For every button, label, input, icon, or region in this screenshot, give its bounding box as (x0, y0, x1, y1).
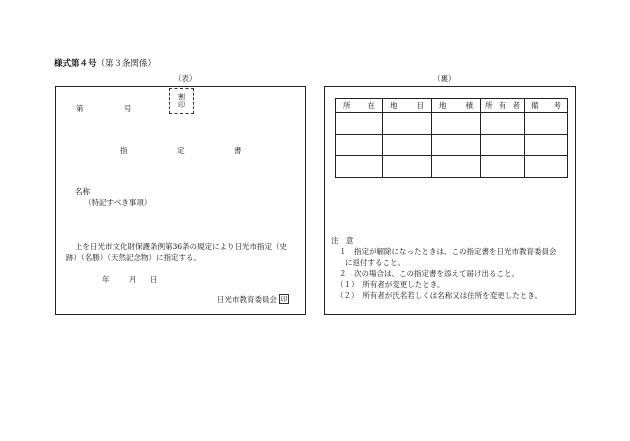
header-area: 地 積 (432, 99, 481, 113)
table-cell (481, 134, 525, 156)
table-cell (336, 156, 383, 178)
table-cell (525, 156, 568, 178)
form-number: 様式第４号 (54, 59, 97, 69)
number-char-last: 号 (124, 104, 132, 113)
date-year: 年 (102, 275, 110, 284)
tally-seal-box (169, 88, 194, 114)
back-panel (324, 86, 576, 315)
form-relation: （第３条関係） (96, 59, 157, 69)
tally-seal-label: 割印 (177, 93, 186, 109)
note-2-sub-2: （２） 所有者が氏名若しくは名称又は住所を変更したとき。 (336, 291, 542, 300)
table-row (336, 113, 568, 135)
table-cell (383, 134, 432, 156)
form-title (54, 57, 156, 69)
note-1-line1: １ 指定が解除になったときは、この指定書を日光市教育委員会 (339, 247, 557, 256)
header-remarks: 備 考 (525, 99, 568, 113)
table-cell (525, 113, 568, 135)
date-month: 月 (129, 275, 137, 284)
notes-title: 注 意 (331, 236, 354, 245)
designation-text-line1: 上を日光市文化財保護条例第36条の規定により日光市指定（史 (75, 242, 288, 251)
header-owner: 所 有 者 (481, 99, 525, 113)
designation-text-line2: 跡）（名勝）（天然記念物）に指定する。 (66, 253, 201, 262)
property-table (335, 98, 568, 178)
note-2: ２ 次の場合は、この指定書を添えて届け出ること。 (339, 269, 519, 278)
table-cell (432, 113, 481, 135)
header-land-category: 地 目 (383, 99, 432, 113)
table-cell (432, 156, 481, 178)
doc-title-char-2: 定 (177, 146, 185, 155)
front-side-label: （表） (174, 74, 197, 83)
table-cell (525, 134, 568, 156)
date-day: 日 (150, 275, 158, 284)
note-2-sub-1: （１） 所有者が変更したとき。 (336, 280, 445, 289)
special-notes-label: （特記すべき事項） (84, 198, 152, 207)
table-row (336, 156, 568, 178)
table-row (336, 134, 568, 156)
front-panel (55, 86, 306, 315)
table-cell (383, 113, 432, 135)
issuer-name: 日光市教育委員会 (217, 295, 277, 304)
table-cell (336, 113, 383, 135)
official-stamp-box (279, 294, 289, 304)
doc-title-char-3: 書 (234, 146, 242, 155)
doc-title-char-1: 指 (120, 146, 128, 155)
table-cell (336, 134, 383, 156)
note-1-line2: に返付すること。 (345, 258, 405, 267)
name-label: 名称 (75, 187, 90, 196)
table-cell (432, 134, 481, 156)
back-side-label: （裏） (433, 74, 456, 83)
table-cell (383, 156, 432, 178)
number-char-first: 第 (76, 104, 84, 113)
table-header-row (336, 99, 568, 113)
issuer-line (217, 294, 289, 305)
table-cell (481, 156, 525, 178)
header-location: 所 在 (336, 99, 383, 113)
table-cell (481, 113, 525, 135)
official-stamp-label: 印 (280, 295, 288, 303)
